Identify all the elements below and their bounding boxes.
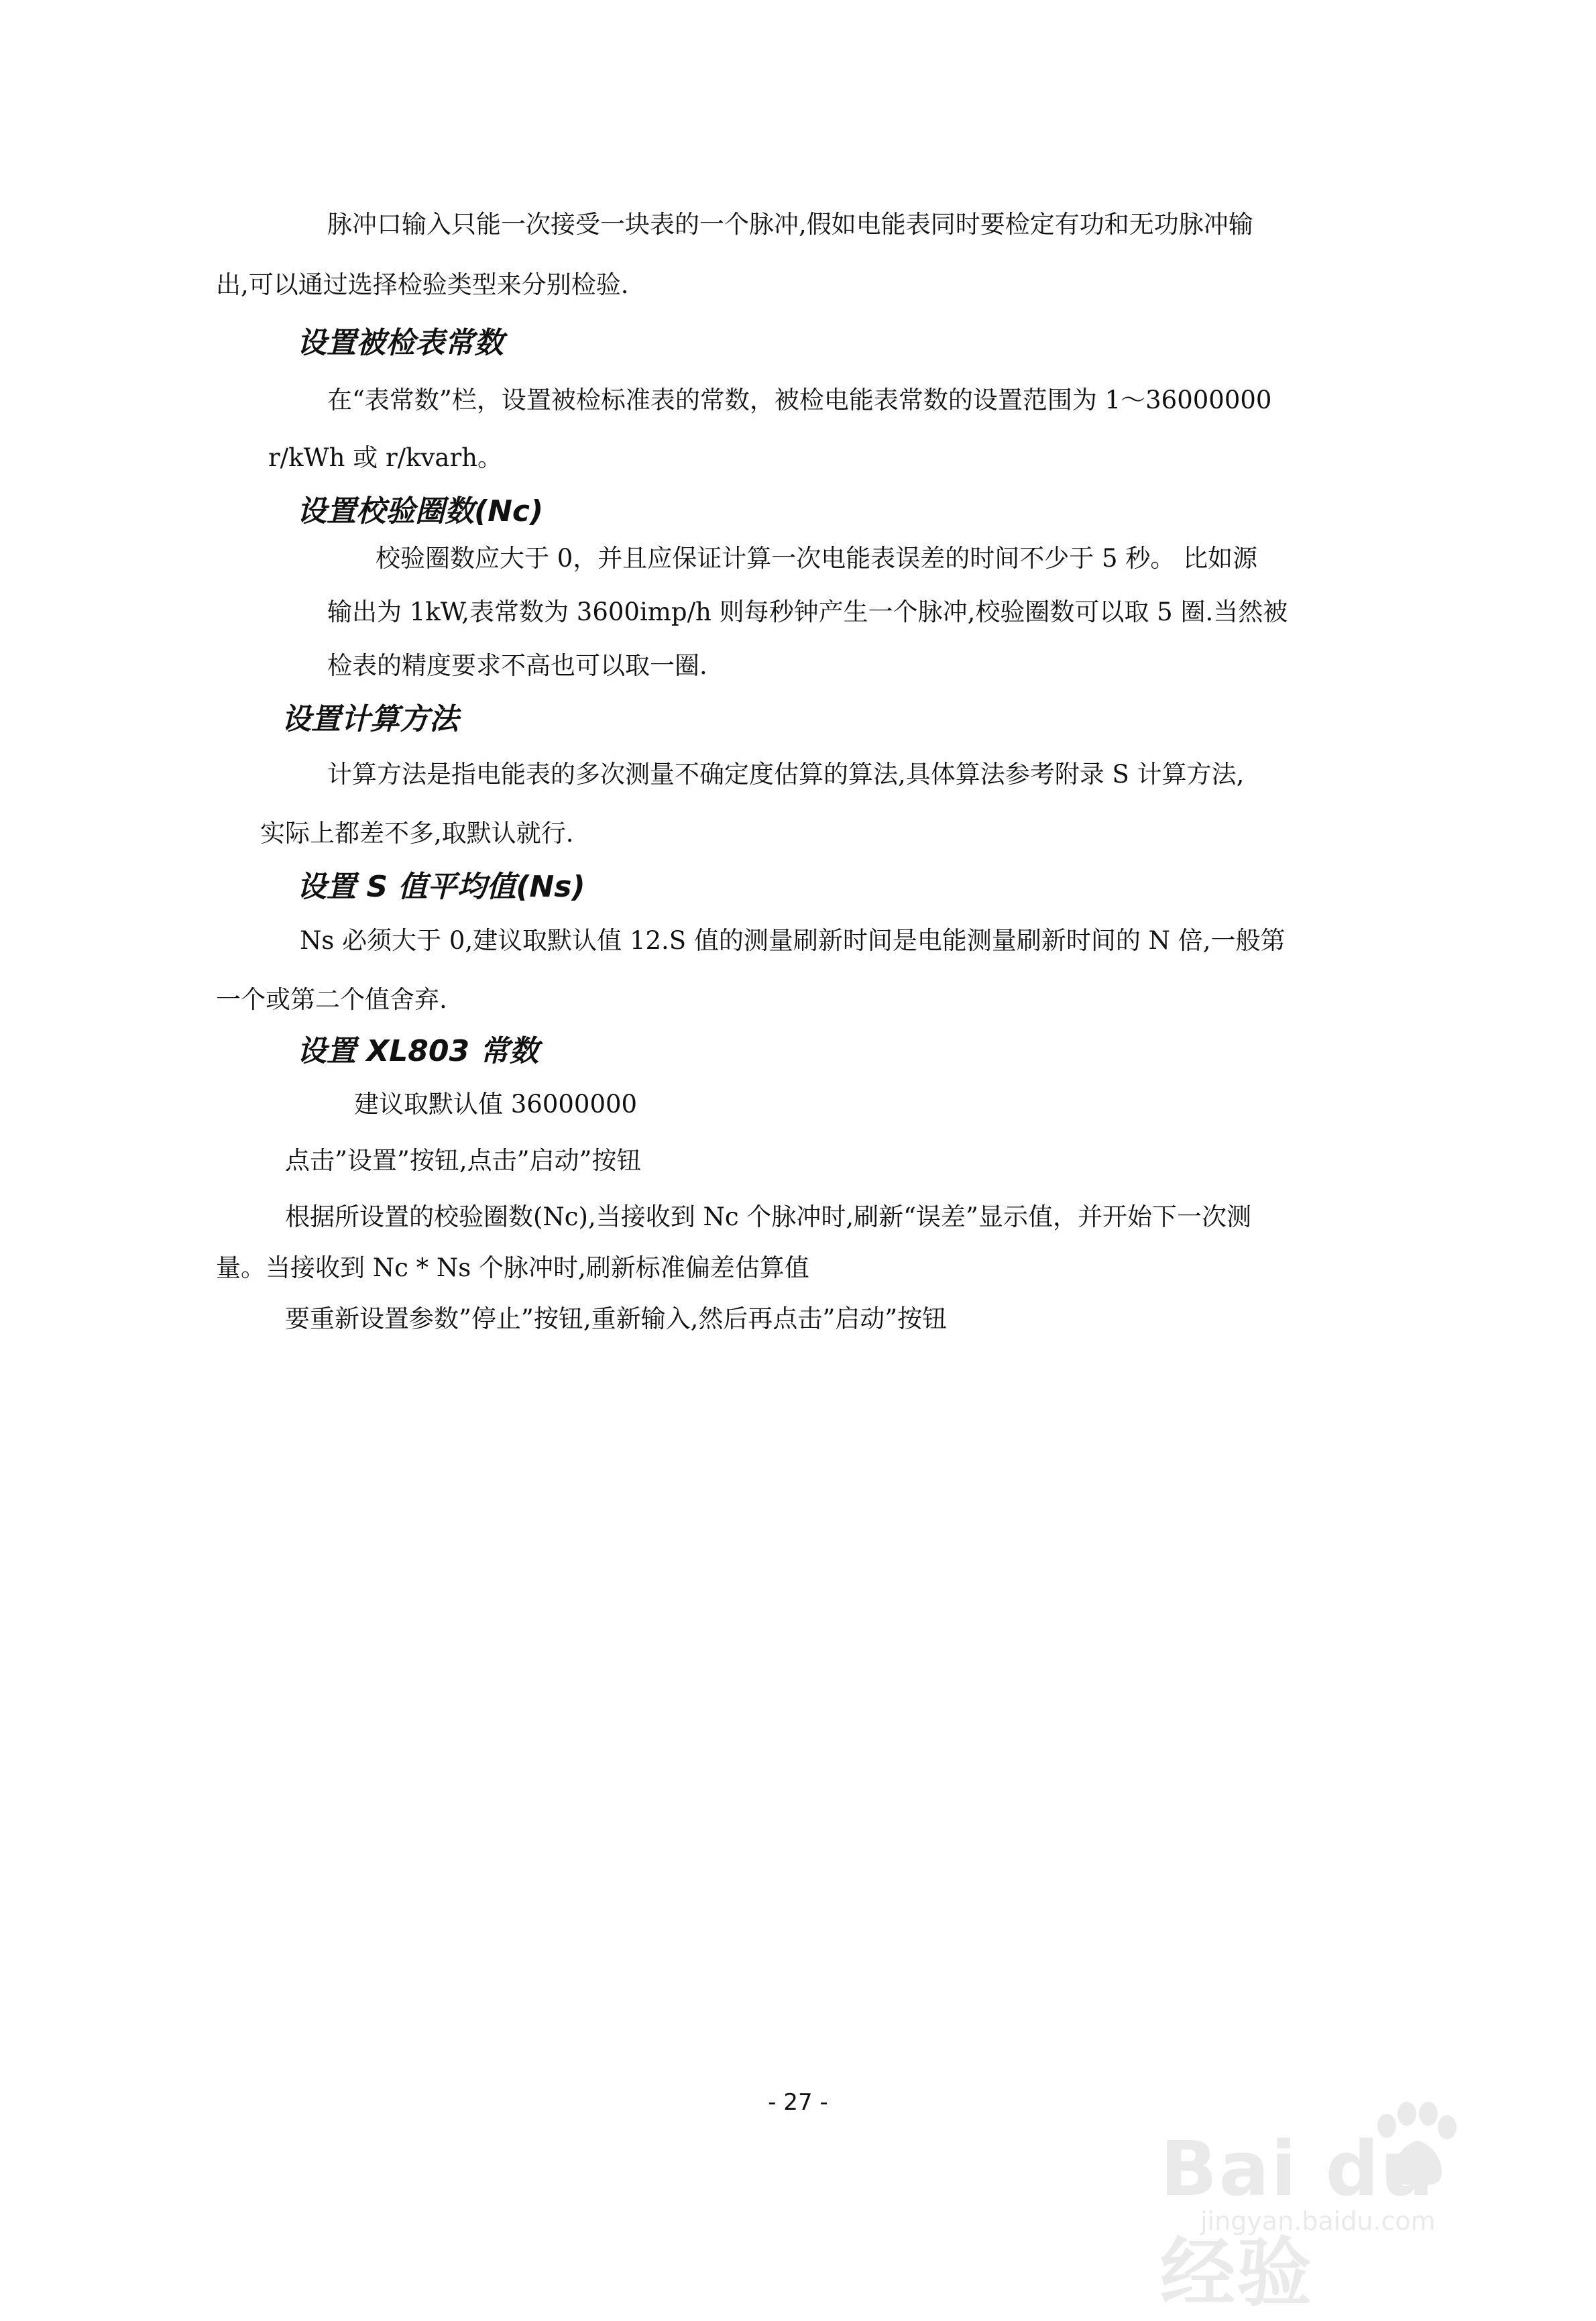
section-heading: 设置被检表常数 [297,326,504,360]
page-number: - 27 - [768,2089,828,2116]
paragraph-line: Ns 必须大于 0,建议取默认值 12.S 值的测量刷新时间是电能测量刷新时间的 N 倍,一般第 [300,926,1286,955]
paragraph-line: 点击”设置”按钮,点击”启动”按钮 [285,1146,642,1175]
paragraph-line: 出,可以通过选择检验类型来分别检验. [216,270,629,299]
watermark-brand: Bai du 经验 [1160,2126,1436,2317]
watermark [1160,2099,1495,2317]
watermark-url: jingyan.baidu.com [1200,2206,1436,2236]
paragraph-line: 一个或第二个值舍弃. [216,985,447,1014]
paragraph-line: 实际上都差不多,取默认就行. [260,819,574,848]
section-heading: 设置 XL803 常数 [297,1034,539,1068]
paragraph-line: 校验圈数应大于 0，并且应保证计算一次电能表误差的时间不少于 5 秒。 比如源 [376,544,1258,573]
section-heading: 设置 S 值平均值(Ns) [297,870,585,904]
paragraph-line: 输出为 1kW,表常数为 3600imp/h 则每秒钟产生一个脉冲,校验圈数可以取 5 圈.当然被 [327,598,1288,626]
paragraph-line: r/kWh 或 r/kvarh。 [268,443,503,472]
paragraph-line: 计算方法是指电能表的多次测量不确定度估算的算法,具体算法参考附录 S 计算方法, [327,760,1245,789]
paragraph-line: 要重新设置参数”停止”按钮,重新输入,然后再点击”启动”按钮 [285,1304,948,1333]
paragraph-line: 量。当接收到 Nc * Ns 个脉冲时,刷新标准偏差估算值 [216,1253,809,1282]
paragraph-line: 在“表常数”栏，设置被检标准表的常数，被检电能表常数的设置范围为 1～36000000 [327,386,1272,414]
section-heading: 设置校验圈数(Nc) [297,494,544,528]
paragraph-line: 根据所设置的校验圈数(Nc),当接收到 Nc 个脉冲时,刷新“误差”显示值，并开始下一次测 [285,1202,1251,1231]
paragraph-line: 建议取默认值 36000000 [354,1090,638,1119]
paragraph-line: 脉冲口输入只能一次接受一块表的一个脉冲,假如电能表同时要检定有功和无功脉冲输 [327,210,1253,239]
section-heading: 设置计算方法 [282,702,459,736]
paragraph-line: 检表的精度要求不高也可以取一圈. [327,651,707,680]
